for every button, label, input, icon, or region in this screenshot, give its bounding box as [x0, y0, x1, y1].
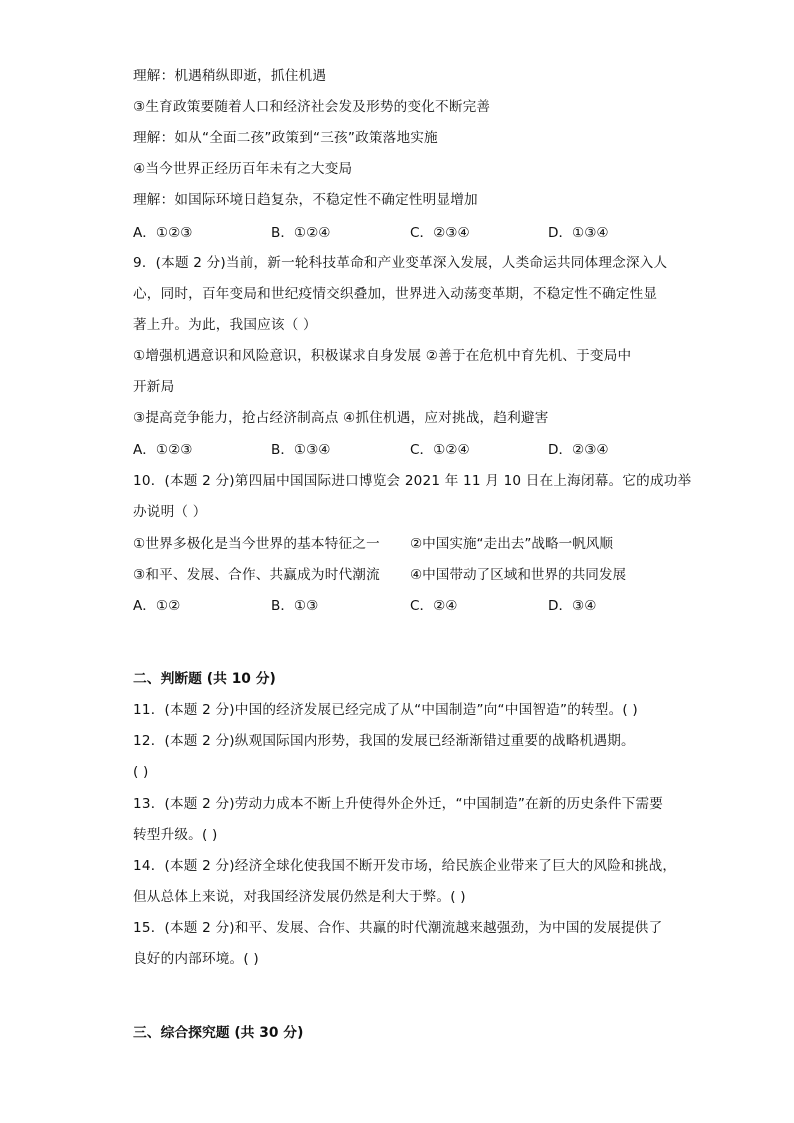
q14-line: 但从总体上来说，对我国经济发展仍然是利大于弊。( ) [133, 889, 466, 905]
q12-line: 12．(本题 2 分)纵观国际国内形势，我国的发展已经渐渐错过重要的战略机遇期。 [133, 733, 635, 749]
q9-stem-line: 9．(本题 2 分)当前，新一轮科技革命和产业变革深入发展，人类命运共同体理念深入人 [133, 255, 668, 271]
q8-option-c: C．②③④ [410, 225, 470, 241]
q15-line: 良好的内部环境。( ) [133, 951, 259, 967]
q9-statement-line: ①增强机遇意识和风险意识，积极谋求自身发展 ②善于在危机中育先机、于变局中 [133, 348, 632, 364]
q8-text-line: 理解：如从“全面二孩”政策到“三孩”政策落地实施 [133, 130, 438, 146]
q8-text-line: 理解：如国际环境日趋复杂，不稳定性不确定性明显增加 [133, 192, 478, 208]
q10-statement-4: ④中国带动了区域和世界的共同发展 [410, 567, 627, 583]
q10-option-a: A．①② [133, 598, 181, 614]
q9-option-a: A．①②③ [133, 442, 193, 458]
q9-statement-line: 开新局 [133, 379, 175, 395]
q10-option-b: B．①③ [271, 598, 319, 614]
q8-option-d: D．①③④ [548, 225, 609, 241]
q10-statement-3: ③和平、发展、合作、共赢成为时代潮流 [133, 567, 380, 583]
q12-answer-blank: ( ) [133, 764, 149, 780]
q8-text-line: ④当今世界正经历百年未有之大变局 [133, 161, 353, 177]
q8-text-line: ③生育政策要随着人口和经济社会发及形势的变化不断完善 [133, 99, 491, 115]
q10-option-c: C．②④ [410, 598, 458, 614]
q9-option-d: D．②③④ [548, 442, 609, 458]
q8-option-b: B．①②④ [271, 225, 331, 241]
q15-line: 15．(本题 2 分)和平、发展、合作、共赢的时代潮流越来越强劲，为中国的发展提供了 [133, 920, 663, 936]
q10-stem-line: 办说明（ ） [133, 504, 207, 520]
q8-option-a: A．①②③ [133, 225, 193, 241]
q9-statement-line: ③提高竞争能力，抢占经济制高点 ④抓住机遇，应对挑战，趋利避害 [133, 410, 549, 426]
q8-text-line: 理解：机遇稍纵即逝，抓住机遇 [133, 68, 327, 84]
q9-option-c: C．①②④ [410, 442, 470, 458]
q9-stem-line: 心，同时，百年变局和世纪疫情交织叠加，世界进入动荡变革期，不稳定性不确定性显 [133, 286, 658, 302]
q14-line: 14．(本题 2 分)经济全球化使我国不断开发市场，给民族企业带来了巨大的风险和挑战， [133, 858, 677, 874]
section-title-inquiry: 三、综合探究题 (共 30 分) [133, 1025, 304, 1041]
q10-statement-2: ②中国实施“走出去”战略一帆风顺 [410, 536, 613, 552]
q13-line: 转型升级。( ) [133, 827, 218, 843]
q10-stem-line: 10．(本题 2 分)第四届中国国际进口博览会 2021 年 11 月 10 日在上海闭幕。它的成功举 [133, 473, 692, 489]
section-title-judgment: 二、判断题 (共 10 分) [133, 671, 276, 687]
q10-option-d: D．③④ [548, 598, 597, 614]
q9-stem-line: 著上升。为此，我国应该（ ） [133, 317, 317, 333]
q13-line: 13．(本题 2 分)劳动力成本不断上升使得外企外迁，“中国制造”在新的历史条件下需要 [133, 796, 664, 812]
q11-line: 11．(本题 2 分)中国的经济发展已经完成了从“中国制造”向“中国智造”的转型。( ) [133, 702, 638, 718]
q9-option-b: B．①③④ [271, 442, 331, 458]
q10-statement-1: ①世界多极化是当今世界的基本特征之一 [133, 536, 380, 552]
